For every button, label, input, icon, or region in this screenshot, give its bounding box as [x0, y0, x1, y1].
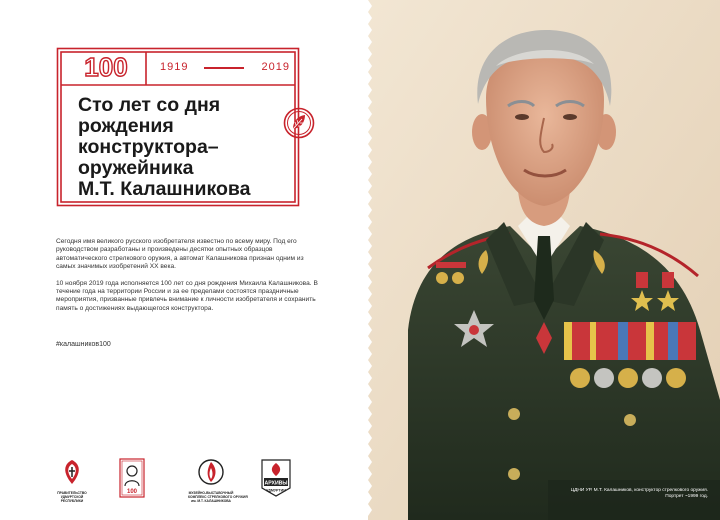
- body-text: [56, 238, 321, 321]
- archives-emblem-icon: [258, 458, 294, 498]
- logo-caption: ПРАВИТЕЛЬСТВО: [57, 491, 87, 495]
- title-line: рождения: [78, 115, 174, 137]
- title-line: конструктора–: [78, 136, 219, 158]
- year-end: 2019: [261, 61, 290, 73]
- logo-caption: РЕСПУБЛИКИ: [60, 499, 84, 503]
- government-logo: [56, 458, 88, 503]
- paragraph-1: Сегодня имя великого русского изобретателя известно по всему миру. Под его руководством разработаны и произведены десятки опытных образцов автоматического стрелкового оружия, а автомат Калашникова признан одним из самых значимых изобретений ХХ века.: [56, 238, 304, 271]
- logo-caption: УДМУРТСКОЙ: [60, 495, 84, 499]
- logo-100-icon: [76, 52, 136, 82]
- logo-caption: АРХИВЫ: [264, 480, 288, 487]
- title-stamp: [56, 47, 300, 207]
- portrait-illustration: [368, 0, 720, 520]
- kalashnikov-portrait-icon: [119, 458, 145, 498]
- logo-100-text: 100: [84, 52, 128, 82]
- year-start: 1919: [160, 61, 189, 73]
- title-line: Сто лет со дня: [78, 94, 221, 116]
- museum-flame-icon: [198, 458, 224, 486]
- archives-logo: [256, 458, 296, 503]
- government-emblem-icon: [60, 458, 84, 486]
- logo-caption: УДМУРТИИ: [266, 488, 286, 493]
- photo-caption: ЦДНИ УР. М.Т. Калашников, конструктор стрелкового оружия. Портрет ~1999 год.: [570, 488, 708, 499]
- museum-logo: [188, 458, 248, 503]
- years-range: [160, 57, 290, 77]
- portrait-photo: [368, 0, 720, 520]
- logo-caption: 100: [126, 489, 138, 495]
- paragraph-2: 10 ноября 2019 года исполняется 100 лет со дня рождения Михаила Калашникова. В течение года на территории России и за ее пределами состоятся праздничные мероприятия, призванные привлечь внимание к личности изобретателя и сохранить память о достижениях выдающегося конструктора.: [56, 279, 318, 312]
- leaf-emblem-icon: [283, 107, 315, 139]
- partner-logos: [56, 458, 306, 506]
- title-line: М.Т. Калашникова: [78, 178, 251, 200]
- year-dash: [204, 67, 244, 69]
- logo-caption: им. М.Т. КАЛАШНИКОВА: [191, 499, 231, 503]
- page-title: [78, 95, 278, 200]
- kalashnikov-100-logo: [118, 458, 146, 503]
- logo-caption: КОМПЛЕКС СТРЕЛКОВОГО ОРУЖИЯ: [188, 495, 248, 499]
- title-line: оружейника: [78, 157, 194, 179]
- logo-caption: МУЗЕЙНО-ВЫСТАВОЧНЫЙ: [188, 491, 234, 495]
- hashtag: #калашников100: [56, 341, 111, 348]
